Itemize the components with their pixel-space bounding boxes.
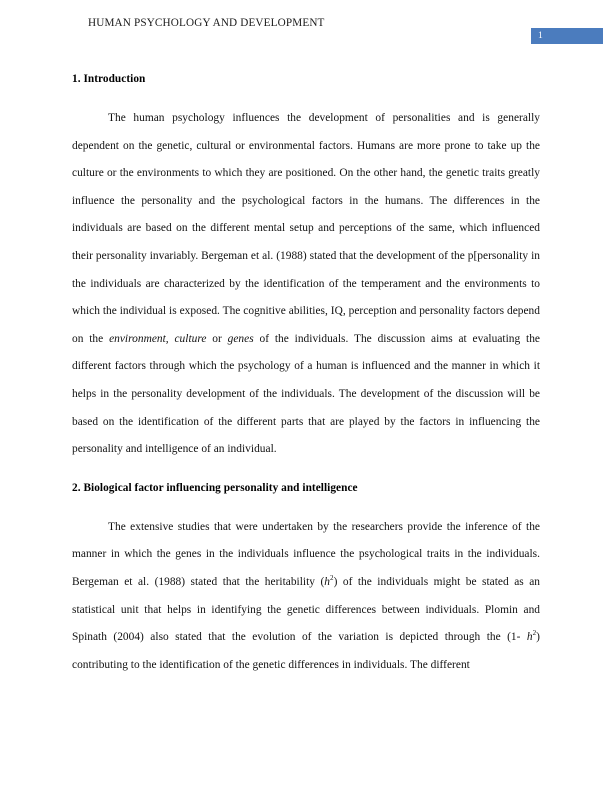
paragraph-introduction bbox=[72, 105, 540, 464]
superscript-exponent: 2 bbox=[532, 629, 537, 638]
paragraph-biological-factor bbox=[72, 514, 540, 680]
page-number-badge: 1 bbox=[531, 28, 603, 44]
paragraph-text-part: ) contributing to the identification of the genetic differences in individuals. The different bbox=[72, 631, 540, 671]
emphasis-environment-culture: environment, culture bbox=[109, 332, 207, 345]
paragraph-text-part: The human psychology influences the development of personalities and is generally dependent on the genetic, cultural or environmental factors. Humans are more prone to take up the culture or the environments to which they are positioned. On the other hand, the genetic traits greatly influence the personality and the psychological factors in the humans. The differences in the individuals are based on the different mental setup and perceptions of the same, which influenced their personality invariably. Bergeman et al. (1988) stated that the development of the p[personality in the individuals are characterized by the identification of the temperament and the environments to which the individual is exposed. The cognitive abilities, IQ, perception and personality factors depend on the bbox=[72, 112, 540, 345]
paragraph-text-part: The extensive studies that were undertaken by the researchers provide the inference of the manner in which the genes in the individuals influence the psychological traits in the individuals. Bergeman et al. (1988) stated that the heritability ( bbox=[72, 520, 540, 588]
heading-spacer bbox=[72, 499, 540, 514]
superscript-exponent: 2 bbox=[330, 574, 334, 583]
running-header-title: HUMAN PSYCHOLOGY AND DEVELOPMENT bbox=[88, 17, 325, 29]
document-body bbox=[72, 68, 540, 679]
symbol-heritability: h bbox=[526, 631, 533, 644]
paragraph-text-part: or bbox=[206, 332, 228, 345]
heading-spacer bbox=[72, 90, 540, 105]
symbol-heritability: h bbox=[324, 575, 331, 588]
paragraph-spacer bbox=[72, 464, 540, 477]
section-heading-biological-factor: 2. Biological factor influencing personality and intelligence bbox=[72, 481, 358, 494]
emphasis-genes: genes bbox=[227, 332, 254, 345]
section-heading-introduction: 1. Introduction bbox=[72, 73, 146, 85]
paragraph-text-part: of the individuals. The discussion aims at evaluating the different factors through which the psychology of a human is influenced and the manner in which it helps in the personality development of the individuals. The development of the discussion will be based on the identification of the different parts that are played by the factors in influencing the personality and intelligence of an individual. bbox=[72, 332, 540, 456]
paragraph-text-part: ) of the individuals might be stated as an statistical unit that helps in identifying the genetic differences between individuals. Plomin and Spinath (2004) also stated that the evolution of the variation is depicted through the (1- bbox=[72, 575, 540, 644]
